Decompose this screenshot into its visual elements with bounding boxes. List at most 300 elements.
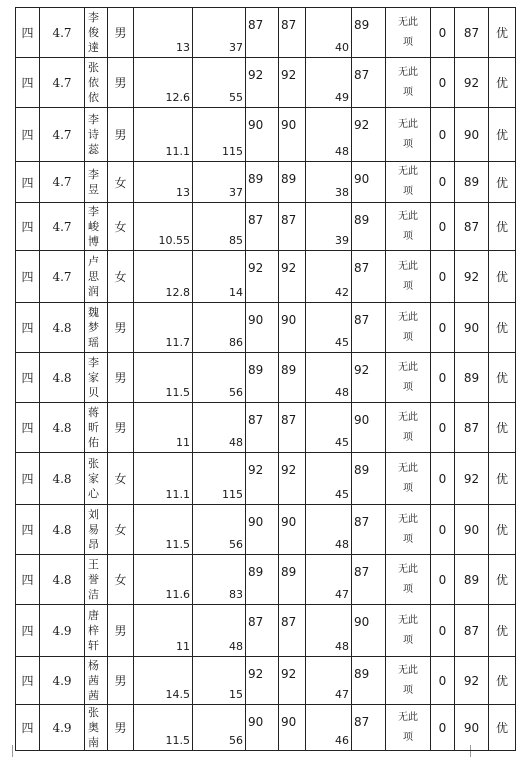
name-cell [85, 251, 108, 303]
jump-cell [193, 453, 246, 505]
page-corner-mark [4, 745, 13, 757]
bonus-cell: 0 [431, 453, 455, 505]
score-value: 89 [248, 363, 264, 377]
level-cell: 优 [489, 657, 516, 705]
situp-cell [306, 555, 352, 605]
table-row [16, 403, 516, 453]
extra-item-text: 无此项 [398, 614, 418, 646]
jump-value: 14 [229, 286, 243, 299]
total-cell: 92 [455, 251, 489, 303]
student-name: 张家心 [88, 457, 99, 500]
name-cell [85, 303, 108, 353]
total-cell: 89 [455, 555, 489, 605]
situp-cell [306, 403, 352, 453]
run-time-cell [134, 657, 193, 705]
student-name: 卢思润 [88, 255, 99, 298]
extra-item-text: 无此项 [398, 16, 418, 48]
student-name: 李俊達 [88, 11, 99, 54]
student-name: 张奥南 [88, 706, 99, 749]
situp-value: 46 [335, 734, 349, 747]
jump-value: 115 [222, 488, 243, 501]
table-row [16, 657, 516, 705]
age-cell: 4.9 [40, 657, 85, 705]
score-cell [352, 705, 386, 751]
situp-value: 48 [335, 145, 349, 158]
score-cell [352, 605, 386, 657]
score-value: 90 [248, 515, 264, 529]
score-value: 90 [248, 118, 264, 132]
extra-item-cell [386, 605, 431, 657]
score-value: 92 [281, 261, 297, 275]
score-cell [246, 58, 279, 108]
level-cell: 优 [489, 555, 516, 605]
bonus-cell: 0 [431, 108, 455, 162]
total-cell: 92 [455, 657, 489, 705]
score-value: 90 [281, 715, 297, 729]
gender-cell: 女 [108, 203, 134, 251]
extra-item-cell [386, 555, 431, 605]
score-value: 89 [248, 565, 264, 579]
run-time-cell [134, 453, 193, 505]
jump-value: 55 [229, 91, 243, 104]
score-cell [279, 353, 306, 403]
score-cell [352, 58, 386, 108]
extra-item-text: 无此项 [398, 664, 418, 696]
jump-cell [193, 605, 246, 657]
score-value: 92 [248, 667, 264, 681]
jump-cell [193, 251, 246, 303]
score-cell [246, 605, 279, 657]
total-cell: 90 [455, 705, 489, 751]
student-name: 唐梓轩 [88, 609, 99, 652]
bonus-cell: 0 [431, 705, 455, 751]
level-cell: 优 [489, 162, 516, 203]
table-row [16, 505, 516, 555]
score-cell [246, 505, 279, 555]
score-value: 90 [248, 313, 264, 327]
score-value: 89 [354, 213, 370, 227]
name-cell [85, 453, 108, 505]
gender-cell: 男 [108, 58, 134, 108]
level-cell: 优 [489, 605, 516, 657]
score-value: 90 [281, 515, 297, 529]
run-time-cell [134, 58, 193, 108]
score-table [15, 7, 516, 751]
name-cell [85, 605, 108, 657]
table-body [16, 8, 516, 751]
bonus-cell: 0 [431, 657, 455, 705]
extra-item-cell [386, 453, 431, 505]
table-row [16, 605, 516, 657]
table-row [16, 353, 516, 403]
extra-item-text: 无此项 [398, 311, 418, 343]
gender-cell: 女 [108, 555, 134, 605]
name-cell [85, 108, 108, 162]
run-time-value: 11.5 [165, 386, 190, 399]
extra-item-text: 无此项 [398, 513, 418, 545]
run-time-value: 11.1 [165, 145, 190, 158]
gender-cell: 男 [108, 403, 134, 453]
level-cell: 优 [489, 303, 516, 353]
score-cell [279, 8, 306, 58]
run-time-cell [134, 162, 193, 203]
gender-cell: 男 [108, 8, 134, 58]
total-cell: 87 [455, 203, 489, 251]
score-cell [352, 251, 386, 303]
score-value: 89 [281, 172, 297, 186]
name-cell [85, 162, 108, 203]
grade-cell: 四 [16, 162, 40, 203]
grade-cell: 四 [16, 8, 40, 58]
extra-item-cell [386, 8, 431, 58]
score-cell [352, 657, 386, 705]
score-cell [279, 303, 306, 353]
score-cell [279, 162, 306, 203]
total-cell: 90 [455, 303, 489, 353]
jump-cell [193, 58, 246, 108]
jump-cell [193, 353, 246, 403]
situp-value: 48 [335, 640, 349, 653]
score-value: 92 [281, 68, 297, 82]
score-value: 89 [281, 565, 297, 579]
jump-value: 37 [229, 41, 243, 54]
extra-item-text: 无此项 [398, 210, 418, 242]
total-cell: 92 [455, 58, 489, 108]
total-cell: 89 [455, 353, 489, 403]
score-cell [352, 203, 386, 251]
age-cell: 4.8 [40, 453, 85, 505]
gender-cell: 女 [108, 453, 134, 505]
run-time-value: 13 [176, 41, 190, 54]
score-cell [246, 657, 279, 705]
level-cell: 优 [489, 8, 516, 58]
age-cell: 4.7 [40, 8, 85, 58]
name-cell [85, 203, 108, 251]
score-value: 87 [248, 213, 264, 227]
total-cell: 87 [455, 8, 489, 58]
run-time-value: 11.7 [165, 336, 190, 349]
score-value: 92 [354, 363, 370, 377]
student-name: 李昱 [88, 168, 99, 196]
extra-item-text: 无此项 [398, 118, 418, 150]
run-time-value: 12.8 [165, 286, 190, 299]
grade-cell: 四 [16, 403, 40, 453]
bonus-cell: 0 [431, 203, 455, 251]
grade-cell: 四 [16, 505, 40, 555]
score-value: 90 [281, 118, 297, 132]
run-time-cell [134, 203, 193, 251]
score-value: 87 [281, 213, 297, 227]
gender-cell: 女 [108, 162, 134, 203]
level-cell: 优 [489, 251, 516, 303]
score-cell [279, 403, 306, 453]
level-cell: 优 [489, 403, 516, 453]
name-cell [85, 58, 108, 108]
bonus-cell: 0 [431, 403, 455, 453]
situp-cell [306, 657, 352, 705]
jump-value: 56 [229, 538, 243, 551]
situp-value: 48 [335, 538, 349, 551]
run-time-value: 13 [176, 186, 190, 199]
score-value: 87 [248, 18, 264, 32]
table-row [16, 251, 516, 303]
situp-cell [306, 303, 352, 353]
score-value: 90 [354, 172, 370, 186]
score-value: 89 [354, 667, 370, 681]
run-time-cell [134, 403, 193, 453]
extra-item-text: 无此项 [398, 462, 418, 494]
run-time-cell [134, 303, 193, 353]
student-name: 李峻博 [88, 205, 99, 248]
gender-cell: 女 [108, 505, 134, 555]
score-value: 92 [281, 667, 297, 681]
score-cell [352, 8, 386, 58]
total-cell: 89 [455, 162, 489, 203]
name-cell [85, 555, 108, 605]
extra-item-text: 无此项 [398, 563, 418, 595]
score-value: 89 [354, 463, 370, 477]
jump-value: 15 [229, 688, 243, 701]
situp-value: 45 [335, 488, 349, 501]
jump-value: 86 [229, 336, 243, 349]
score-value: 92 [248, 68, 264, 82]
score-value: 92 [248, 261, 264, 275]
score-cell [352, 453, 386, 505]
run-time-cell [134, 353, 193, 403]
score-cell [279, 251, 306, 303]
bonus-cell: 0 [431, 251, 455, 303]
score-cell [246, 303, 279, 353]
student-name: 杨茜茜 [88, 659, 99, 702]
table-row [16, 162, 516, 203]
age-cell: 4.8 [40, 555, 85, 605]
score-cell [246, 403, 279, 453]
grade-cell: 四 [16, 353, 40, 403]
table-row [16, 58, 516, 108]
extra-item-cell [386, 403, 431, 453]
extra-item-cell [386, 251, 431, 303]
age-cell: 4.7 [40, 203, 85, 251]
name-cell [85, 353, 108, 403]
run-time-cell [134, 251, 193, 303]
score-value: 87 [281, 413, 297, 427]
grade-cell: 四 [16, 657, 40, 705]
age-cell: 4.7 [40, 108, 85, 162]
student-name: 刘易昂 [88, 508, 99, 551]
student-name: 张依依 [88, 61, 99, 104]
score-value: 89 [248, 172, 264, 186]
score-cell [246, 353, 279, 403]
score-value: 90 [354, 615, 370, 629]
age-cell: 4.8 [40, 505, 85, 555]
extra-item-cell [386, 108, 431, 162]
jump-cell [193, 108, 246, 162]
score-cell [352, 505, 386, 555]
jump-cell [193, 505, 246, 555]
score-cell [279, 605, 306, 657]
jump-value: 85 [229, 234, 243, 247]
situp-cell [306, 58, 352, 108]
run-time-value: 14.5 [165, 688, 190, 701]
extra-item-cell [386, 303, 431, 353]
age-cell: 4.8 [40, 353, 85, 403]
jump-cell [193, 705, 246, 751]
age-cell: 4.7 [40, 58, 85, 108]
jump-cell [193, 403, 246, 453]
gender-cell: 男 [108, 353, 134, 403]
student-name: 魏梦瑶 [88, 306, 99, 349]
student-name: 李诗蕊 [88, 113, 99, 156]
gender-cell: 男 [108, 705, 134, 751]
jump-value: 48 [229, 436, 243, 449]
extra-item-text: 无此项 [398, 361, 418, 393]
age-cell: 4.7 [40, 251, 85, 303]
situp-value: 45 [335, 436, 349, 449]
score-cell [279, 505, 306, 555]
score-cell [352, 403, 386, 453]
extra-item-cell [386, 505, 431, 555]
score-value: 87 [354, 313, 370, 327]
situp-cell [306, 705, 352, 751]
table-row [16, 8, 516, 58]
grade-cell: 四 [16, 605, 40, 657]
total-cell: 87 [455, 605, 489, 657]
score-value: 87 [354, 261, 370, 275]
table-row [16, 705, 516, 751]
run-time-value: 11.5 [165, 538, 190, 551]
score-value: 89 [354, 18, 370, 32]
run-time-cell [134, 505, 193, 555]
jump-cell [193, 303, 246, 353]
run-time-value: 11 [176, 436, 190, 449]
extra-item-text: 无此项 [398, 260, 418, 292]
total-cell: 92 [455, 453, 489, 505]
extra-item-text: 无此项 [398, 711, 418, 743]
score-cell [352, 108, 386, 162]
grade-cell: 四 [16, 555, 40, 605]
score-cell [246, 8, 279, 58]
bonus-cell: 0 [431, 555, 455, 605]
gender-cell: 男 [108, 303, 134, 353]
jump-cell [193, 8, 246, 58]
score-cell [352, 555, 386, 605]
bonus-cell: 0 [431, 505, 455, 555]
run-time-cell [134, 8, 193, 58]
situp-value: 49 [335, 91, 349, 104]
table-row [16, 203, 516, 251]
table-row [16, 555, 516, 605]
score-cell [352, 162, 386, 203]
score-cell [246, 108, 279, 162]
score-cell [246, 705, 279, 751]
situp-value: 42 [335, 286, 349, 299]
name-cell [85, 8, 108, 58]
situp-cell [306, 353, 352, 403]
gender-cell: 女 [108, 251, 134, 303]
situp-value: 47 [335, 588, 349, 601]
score-value: 90 [354, 413, 370, 427]
run-time-value: 11 [176, 640, 190, 653]
jump-cell [193, 555, 246, 605]
table-row [16, 108, 516, 162]
situp-value: 45 [335, 336, 349, 349]
score-cell [246, 555, 279, 605]
level-cell: 优 [489, 353, 516, 403]
score-value: 87 [281, 18, 297, 32]
situp-cell [306, 203, 352, 251]
run-time-cell [134, 108, 193, 162]
run-time-value: 10.55 [158, 234, 190, 247]
student-name: 王誉洁 [88, 558, 99, 601]
score-cell [279, 203, 306, 251]
extra-item-text: 无此项 [398, 411, 418, 443]
table-row [16, 303, 516, 353]
extra-item-cell [386, 657, 431, 705]
extra-item-text: 无此项 [398, 66, 418, 98]
student-name: 蒋昕佑 [88, 406, 99, 449]
jump-value: 56 [229, 386, 243, 399]
score-value: 92 [281, 463, 297, 477]
age-cell: 4.8 [40, 403, 85, 453]
bonus-cell: 0 [431, 8, 455, 58]
jump-value: 115 [222, 145, 243, 158]
extra-item-cell [386, 353, 431, 403]
score-value: 87 [281, 615, 297, 629]
situp-cell [306, 108, 352, 162]
jump-cell [193, 162, 246, 203]
score-value: 90 [248, 715, 264, 729]
jump-cell [193, 203, 246, 251]
gender-cell: 男 [108, 657, 134, 705]
extra-item-cell [386, 162, 431, 203]
grade-cell: 四 [16, 303, 40, 353]
extra-item-cell [386, 58, 431, 108]
score-value: 90 [281, 313, 297, 327]
score-value: 92 [248, 463, 264, 477]
situp-value: 40 [335, 41, 349, 54]
score-cell [352, 353, 386, 403]
jump-value: 48 [229, 640, 243, 653]
jump-cell [193, 657, 246, 705]
extra-item-cell [386, 705, 431, 751]
situp-value: 48 [335, 386, 349, 399]
level-cell: 优 [489, 58, 516, 108]
grade-cell: 四 [16, 108, 40, 162]
score-value: 87 [248, 615, 264, 629]
gender-cell: 男 [108, 605, 134, 657]
name-cell [85, 657, 108, 705]
score-cell [279, 705, 306, 751]
score-cell [279, 108, 306, 162]
run-time-cell [134, 705, 193, 751]
bonus-cell: 0 [431, 353, 455, 403]
situp-cell [306, 505, 352, 555]
age-cell: 4.9 [40, 605, 85, 657]
total-cell: 87 [455, 403, 489, 453]
extra-item-text: 无此项 [398, 166, 418, 197]
situp-cell [306, 162, 352, 203]
situp-cell [306, 605, 352, 657]
situp-cell [306, 8, 352, 58]
name-cell [85, 505, 108, 555]
score-cell [246, 203, 279, 251]
extra-item-cell [386, 203, 431, 251]
run-time-value: 12.6 [165, 91, 190, 104]
score-cell [246, 453, 279, 505]
name-cell [85, 705, 108, 751]
situp-cell [306, 251, 352, 303]
bonus-cell: 0 [431, 605, 455, 657]
